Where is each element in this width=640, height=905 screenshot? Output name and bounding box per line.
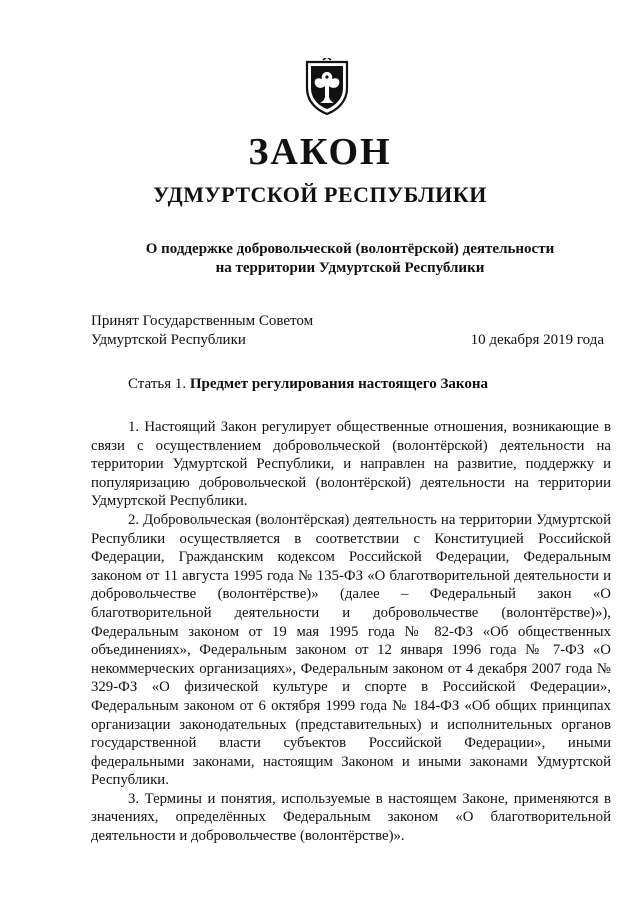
law-name-line-2: на территории Удмуртской Республики (215, 260, 485, 276)
adopted-by-line-1: Принят Государственным Советом (91, 313, 314, 329)
paragraph-1: 1. Настоящий Закон регулирует общественные отношения, возникающие в связи с осуществлением добровольческой (волонтёрской) деятельности на территории Удмуртской Республики, и направлен на развитие, поддержку и популяризацию добровольческой (волонтёрской) деятельности на территории Удмуртской Республики. (91, 419, 611, 510)
article-title: Предмет регулирования настоящего Закона (189, 376, 488, 392)
coat-of-arms-icon (303, 58, 351, 116)
adopted-date: 10 декабря 2019 года (470, 332, 604, 348)
adopted-by-line-2: Удмуртской Республики (91, 332, 246, 348)
law-name-line-1: О поддержке добровольческой (волонтёрской) деятельности (145, 241, 555, 257)
paragraph-3: 3. Термины и понятия, используемые в настоящем Законе, применяются в значениях, определённых Федеральным законом «О благотворительной деятельности и добровольчестве (волонтёрстве)». (91, 790, 611, 845)
article-body (91, 418, 611, 846)
adopted-by (91, 312, 351, 350)
document-subtitle: УДМУРТСКОЙ РЕСПУБЛИКИ (153, 182, 487, 207)
article-heading (128, 375, 488, 394)
document-title: ЗАКОН (248, 131, 392, 173)
law-name (90, 240, 610, 278)
paragraph-2: 2. Добровольческая (волонтёрская) деятельность на территории Удмуртской Республики осуществляется в соответствии с Конституцией Российской Федерации, Гражданским кодексом Российской Федерации, Федеральным законом от 11 августа 1995 года № 135-ФЗ «О благотворительной деятельности и добровольчестве (волонтёрстве)» (далее – Федеральный закон «О благотворительной деятельности и добровольчестве (волонтёрстве)»), Федеральным законом от 19 мая 1995 года № 82-ФЗ «Об общественных объединениях», Федеральным законом от 12 января 1996 года № 7-ФЗ «О некоммерческих организациях», Федеральным законом от 4 декабря 2007 года № 329-ФЗ «О физической культуре и спорте в Российской Федерации», Федеральным законом от 6 октября 1999 года № 184-ФЗ «Об общих принципах организации законодательных (представительных) и исполнительных органов государственной власти субъектов Российской Федерации», иными федеральными законами, настоящим Законом и иными законами Удмуртской Республики. (91, 511, 611, 789)
article-label: Статья 1. (128, 376, 187, 392)
